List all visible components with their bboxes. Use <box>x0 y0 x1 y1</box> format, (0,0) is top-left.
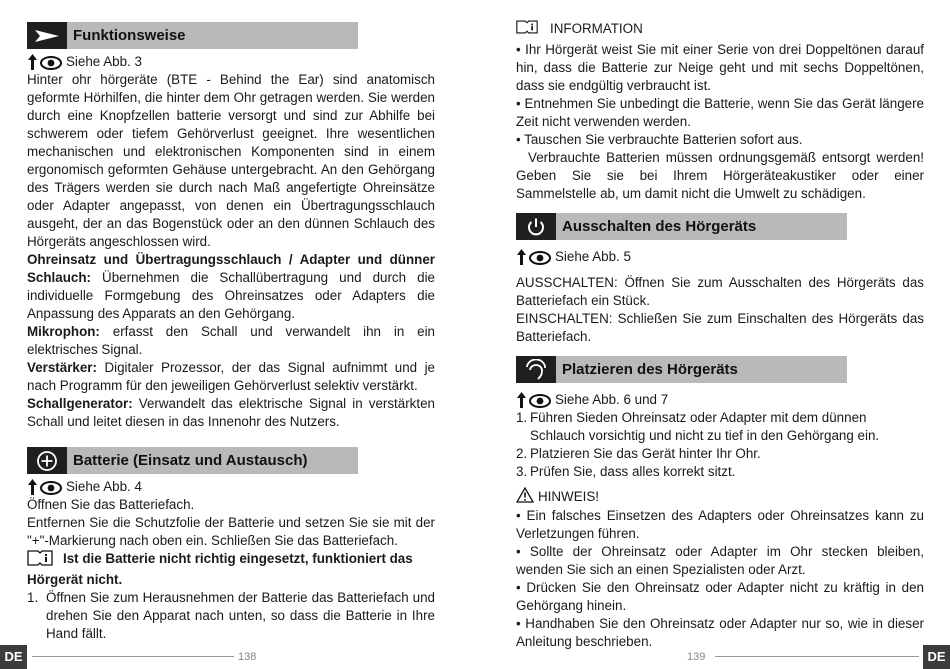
figure-reference <box>516 391 924 409</box>
term: Schallgenerator: <box>27 396 133 411</box>
book-info-icon <box>27 550 53 571</box>
list-text: Öffnen Sie zum Herausnehmen der Batterie das Batteriefach und drehen Sie den Apparat nach unten, so dass die Batterie in Ihre Hand fällt. <box>46 590 435 641</box>
list-number: 2. <box>516 446 528 461</box>
heading-label: Funktionsweise <box>67 22 358 49</box>
page-number: 139 <box>687 651 706 663</box>
list-number: 1. <box>516 410 528 425</box>
body-paragraph: AUSSCHALTEN: Öffnen Sie zum Ausschalten des Hörgeräts das Batteriefach ein Stück. <box>516 275 924 308</box>
heading-funktionsweise <box>27 22 358 49</box>
body-paragraph: Verbrauchte Batterien müssen ordnungsgemäß entsorgt werden! Geben Sie sie bei Ihrem Hörgeräteakustiker oder einer Sammelstelle ab, um damit nicht die Umwelt zu schädigen. <box>516 150 924 201</box>
hand-eye-icon <box>516 248 552 266</box>
body-paragraph: Entfernen Sie die Schutzfolie der Batterie und setzen Sie sie mit der "+"-Markierung nach oben ein. Schließen Sie das Batteriefach. <box>27 515 435 548</box>
battery-plus-icon <box>27 447 67 474</box>
bullet-item: • Sollte der Ohreinsatz oder Adapter im Ohr stecken bleiben, wenden Sie sich an einen Spezialisten oder Arzt. <box>516 544 924 577</box>
information-title: INFORMATION <box>550 21 643 36</box>
info-note-text-cont: Hörgerät nicht. <box>27 572 123 587</box>
list-item <box>516 445 924 463</box>
list-item <box>27 589 435 643</box>
info-note <box>27 550 435 571</box>
term: Ohreinsatz und Übertragungsschlauch / Adapter und dünner Schlauch: <box>27 252 435 285</box>
body-paragraph: EINSCHALTEN: Schließen Sie zum Einschalten des Hörgeräts das Batteriefach. <box>516 311 924 344</box>
book-info-icon <box>516 19 538 40</box>
info-note-text: Ist die Batterie nicht richtig eingesetzt, funktioniert das <box>63 551 413 566</box>
hand-eye-icon <box>516 391 552 409</box>
figure-reference-text: Siehe Abb. 4 <box>66 479 142 494</box>
footer-rule <box>715 656 919 657</box>
footer-left <box>0 645 475 669</box>
term: Verstärker: <box>27 360 97 375</box>
list-item <box>516 463 924 481</box>
body-paragraph <box>27 251 435 323</box>
list-text: Führen Sieden Ohreinsatz oder Adapter mit dem dünnen Schlauch vorsichtig und nicht zu tief in den Gehörgang ein. <box>530 410 880 443</box>
right-column <box>516 19 924 651</box>
body-paragraph <box>27 323 435 359</box>
bullet-item: • Drücken Sie den Ohreinsatz oder Adapter nicht zu kräftig in den Gehörgang hinein. <box>516 580 924 613</box>
heading-batterie <box>27 447 358 474</box>
heading-platzieren <box>516 356 847 383</box>
figure-reference <box>27 53 435 71</box>
body-paragraph <box>27 359 435 395</box>
hand-eye-icon <box>27 478 63 496</box>
figure-reference-text: Siehe Abb. 6 und 7 <box>555 392 669 407</box>
term-text: Digitaler Prozessor, der das Signal aufnimmt und je nach Programm für den jeweiligen Gehörverlust selektiv verstärkt. <box>27 360 435 393</box>
figure-reference <box>27 478 435 496</box>
bullet-item: • Tauschen Sie verbrauchte Batterien sofort aus. <box>516 132 803 147</box>
list-number: 1. <box>27 590 39 605</box>
bullet-item: • Ihr Hörgerät weist Sie mit einer Serie von drei Doppeltönen darauf hin, dass die Batterie zur Neige geht und mit sechs Doppeltönen, dass sie endgültig verbraucht ist. <box>516 42 924 93</box>
footer-rule <box>32 656 234 657</box>
heading-ausschalten <box>516 213 847 240</box>
language-badge: DE <box>0 645 27 669</box>
bullet-item: • Ein falsches Einsetzen des Adapters oder Ohreinsatzes kann zu Verletzungen führen. <box>516 508 924 541</box>
right-page <box>475 0 950 669</box>
term-text: erfasst den Schall und verwandelt ihn in ein elektrisches Signal. <box>27 324 435 357</box>
bullet-item: • Handhaben Sie den Ohreinsatz oder Adapter nur so, wie in dieser Anleitung beschrieben. <box>516 616 924 649</box>
warning-title: HINWEIS! <box>538 489 600 504</box>
body-paragraph: Hinter ohr hörgeräte (BTE - Behind the Ear) sind anatomisch geformte Hörhilfen, die hinter dem Ohr getragen werden. Sie werden durch eine Knopfzellen batterie versorgt und sind zur Abhilfe bei schwerem oder tiefem Gehörverlust geeignet. Ihre wesentlichen mechanischen und elektronischen Komponenten sind in einem ergonomisch geformten Gehäuse untergebracht. An den Gehörgang des Trägers werden sie durch nach Maß angefertigte Ohreinsätze oder Adapter angepasst, von denen ein Übertragungsschlauch ausgeht, der an das Bogenstück oder an den dünnen Schlauch des Hörgeräts angeschlossen wird. <box>27 72 435 249</box>
heading-label: Ausschalten des Hörgeräts <box>556 213 847 240</box>
left-column <box>27 22 435 643</box>
power-icon <box>516 213 556 240</box>
warning-header <box>516 487 924 507</box>
ear-icon <box>516 356 556 383</box>
body-paragraph <box>27 395 435 431</box>
bullet-item: • Entnehmen Sie unbedingt die Batterie, wenn Sie das Gerät längere Zeit nicht verwenden werden. <box>516 96 924 129</box>
list-number: 3. <box>516 464 528 479</box>
arrow-right-icon <box>27 22 67 49</box>
information-header <box>516 19 924 39</box>
figure-reference <box>516 248 924 266</box>
list-text: Prüfen Sie, dass alles korrekt sitzt. <box>530 464 736 479</box>
term: Mikrophon: <box>27 324 100 339</box>
heading-label: Platzieren des Hörgeräts <box>556 356 847 383</box>
list-item <box>516 409 924 445</box>
footer-right <box>475 645 950 669</box>
figure-reference-text: Siehe Abb. 3 <box>66 54 142 69</box>
term-text: Verwandelt das elektrische Signal in verstärkten Schall und leitet diesen in das Innenohr des Nutzers. <box>27 396 435 429</box>
page-number: 138 <box>238 651 257 663</box>
language-badge: DE <box>923 645 950 669</box>
warning-triangle-icon <box>516 487 534 508</box>
term-text: Übernehmen die Schallübertragung und durch die individuelle Formgebung des Ohreinsatzes oder Adapters die Anpassung des Apparats an den Gehörgang. <box>27 270 435 321</box>
hand-eye-icon <box>27 53 63 71</box>
list-text: Platzieren Sie das Gerät hinter Ihr Ohr. <box>530 446 761 461</box>
figure-reference-text: Siehe Abb. 5 <box>555 249 631 264</box>
heading-label: Batterie (Einsatz und Austausch) <box>67 447 358 474</box>
body-paragraph: Öffnen Sie das Batteriefach. <box>27 497 195 512</box>
